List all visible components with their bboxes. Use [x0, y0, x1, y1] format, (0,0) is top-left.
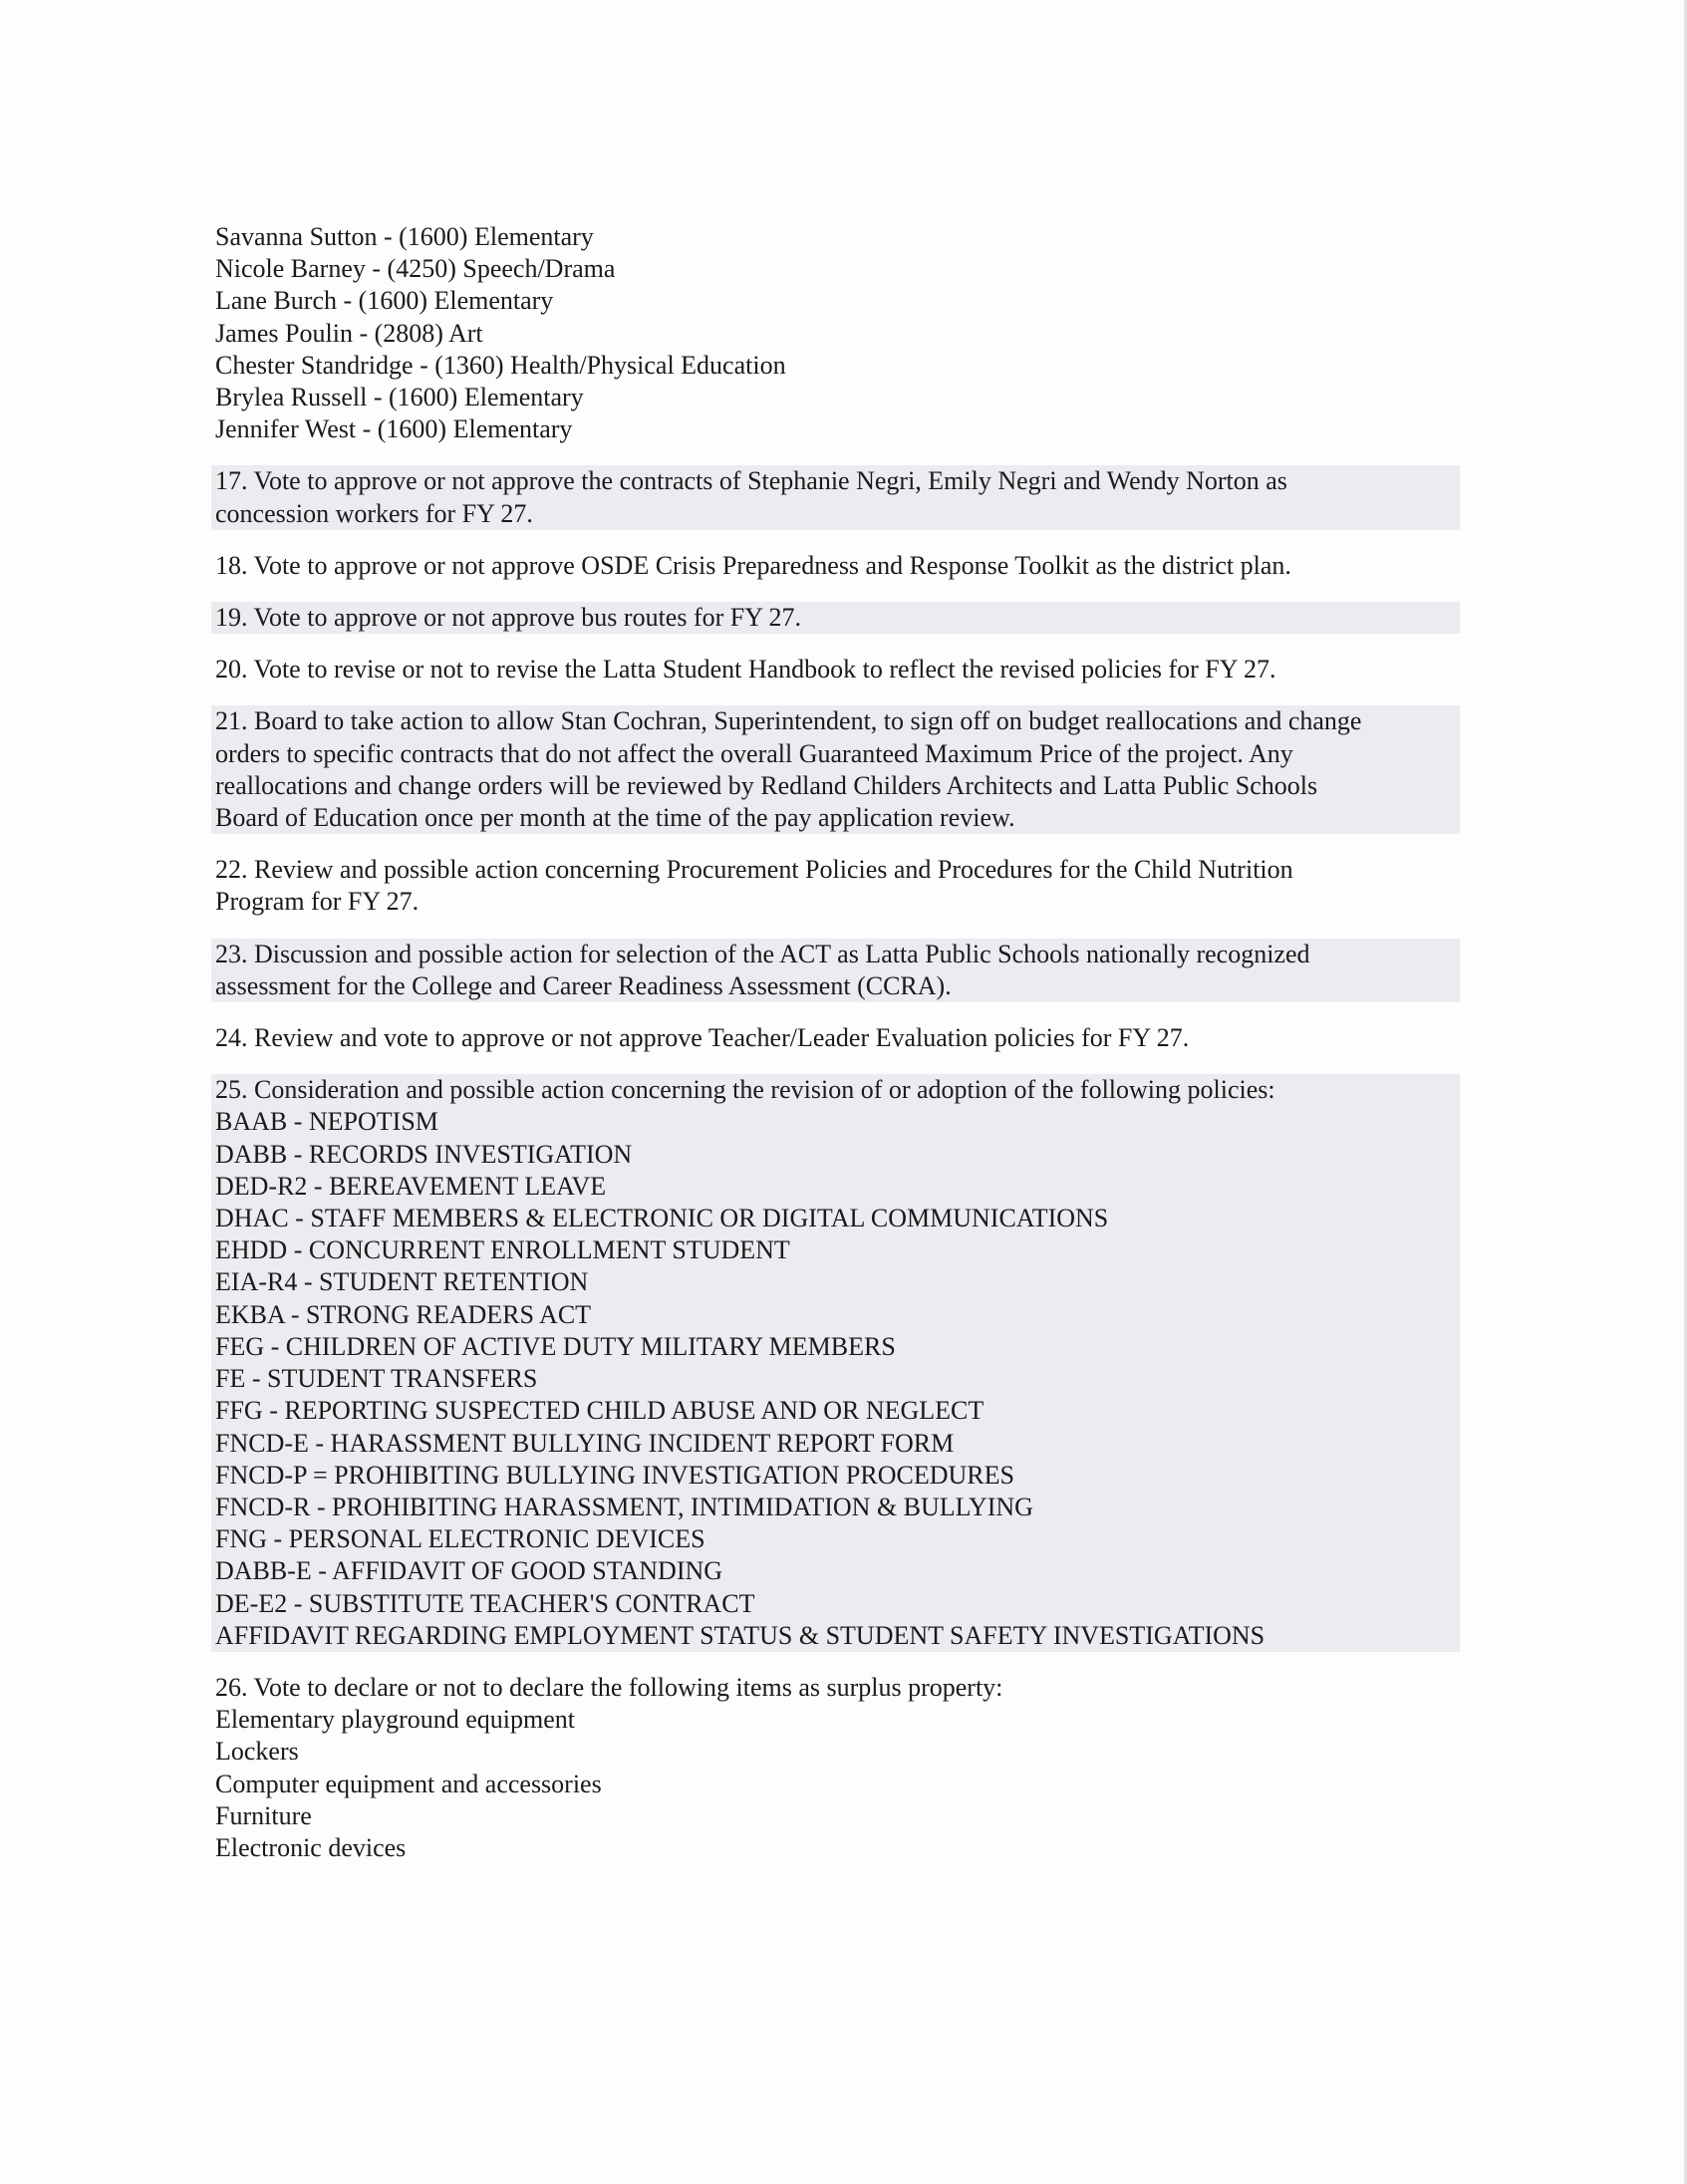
item-text-line: Program for FY 27. [215, 887, 420, 917]
surplus-entry: Elementary playground equipment [215, 1705, 576, 1735]
item-text-line: 18. Vote to approve or not approve OSDE Crisis Preparedness and Response Toolkit as the district plan. [215, 550, 1291, 580]
hire-entry: Chester Standridge - (1360) Health/Physical Education [215, 350, 786, 380]
policy-entry: DHAC - STAFF MEMBERS & ELECTRONIC OR DIGITAL COMMUNICATIONS [215, 1204, 1109, 1233]
policy-entry: FNG - PERSONAL ELECTRONIC DEVICES [215, 1524, 705, 1554]
item-text-line: 24. Review and vote to approve or not approve Teacher/Leader Evaluation policies for FY 27. [215, 1023, 1190, 1053]
agenda-item-21 [211, 705, 1460, 834]
hire-entry: Jennifer West - (1600) Elementary [215, 414, 573, 444]
policy-entry: FFG - REPORTING SUSPECTED CHILD ABUSE AND OR NEGLECT [215, 1396, 984, 1426]
hire-entry: Lane Burch - (1600) Elementary [215, 286, 554, 316]
agenda-item-20 [211, 654, 1460, 685]
agenda-item-18 [211, 550, 1460, 582]
policy-entry: BAAB - NEPOTISM [215, 1107, 438, 1137]
agenda-item-24 [211, 1022, 1460, 1054]
item-text-line: 21. Board to take action to allow Stan Cochran, Superintendent, to sign off on budget reallocations and change [215, 706, 1362, 736]
item-text-line: 22. Review and possible action concerning Procurement Policies and Procedures for the Child Nutrition [215, 855, 1293, 885]
policy-entry: AFFIDAVIT REGARDING EMPLOYMENT STATUS & STUDENT SAFETY INVESTIGATIONS [215, 1620, 1265, 1650]
agenda-item-22 [211, 854, 1460, 918]
item-text-line: concession workers for FY 27. [215, 498, 533, 528]
hire-entry: Savanna Sutton - (1600) Elementary [215, 222, 594, 251]
policy-entry: FE - STUDENT TRANSFERS [215, 1364, 538, 1394]
policy-entry: DED-R2 - BEREAVEMENT LEAVE [215, 1171, 607, 1201]
agenda-item-25 [211, 1074, 1460, 1652]
item-text-line: Board of Education once per month at the time of the pay application review. [215, 803, 1015, 833]
policy-entry: EKBA - STRONG READERS ACT [215, 1299, 592, 1329]
hires-list [211, 221, 1460, 445]
agenda-item-23 [211, 939, 1460, 1002]
item-text-line: 19. Vote to approve or not approve bus routes for FY 27. [215, 603, 802, 633]
item-text-line: reallocations and change orders will be reviewed by Redland Childers Architects and Latta Public Schools [215, 770, 1318, 800]
surplus-entry: Lockers [215, 1737, 299, 1767]
item-text-line: 26. Vote to declare or not to declare the following items as surplus property: [215, 1672, 1003, 1702]
policy-entry: DABB - RECORDS INVESTIGATION [215, 1139, 633, 1169]
agenda-item-19 [211, 602, 1460, 634]
policy-entry: FEG - CHILDREN OF ACTIVE DUTY MILITARY MEMBERS [215, 1331, 896, 1361]
surplus-entry: Furniture [215, 1800, 312, 1830]
agenda-content [211, 221, 1460, 1864]
policy-entry: DE-E2 - SUBSTITUTE TEACHER'S CONTRACT [215, 1588, 755, 1618]
policy-entry: EHDD - CONCURRENT ENROLLMENT STUDENT [215, 1235, 790, 1265]
policy-entry: FNCD-E - HARASSMENT BULLYING INCIDENT REPORT FORM [215, 1428, 955, 1458]
policy-entry: DABB-E - AFFIDAVIT OF GOOD STANDING [215, 1556, 723, 1586]
policy-entry: FNCD-R - PROHIBITING HARASSMENT, INTIMIDATION & BULLYING [215, 1492, 1033, 1521]
item-text-line: orders to specific contracts that do not affect the overall Guaranteed Maximum Price of the project. Any [215, 738, 1293, 768]
item-text-line: 20. Vote to revise or not to revise the Latta Student Handbook to reflect the revised policies for FY 27. [215, 655, 1276, 684]
hire-entry: Nicole Barney - (4250) Speech/Drama [215, 254, 616, 284]
agenda-item-17 [211, 465, 1460, 529]
surplus-entry: Electronic devices [215, 1832, 407, 1862]
policy-entry: FNCD-P = PROHIBITING BULLYING INVESTIGATION PROCEDURES [215, 1460, 1014, 1490]
hire-entry: Brylea Russell - (1600) Elementary [215, 383, 584, 412]
item-text-line: 23. Discussion and possible action for selection of the ACT as Latta Public Schools nationally recognized [215, 939, 1310, 968]
item-text-line: 25. Consideration and possible action concerning the revision of or adoption of the following policies: [215, 1075, 1275, 1105]
policy-entry: EIA-R4 - STUDENT RETENTION [215, 1267, 589, 1297]
surplus-entry: Computer equipment and accessories [215, 1769, 602, 1798]
item-text-line: assessment for the College and Career Readiness Assessment (CCRA). [215, 970, 952, 1000]
hire-entry: James Poulin - (2808) Art [215, 318, 483, 348]
agenda-item-26 [211, 1672, 1460, 1864]
item-text-line: 17. Vote to approve or not approve the contracts of Stephanie Negri, Emily Negri and Wendy Norton as [215, 466, 1287, 496]
